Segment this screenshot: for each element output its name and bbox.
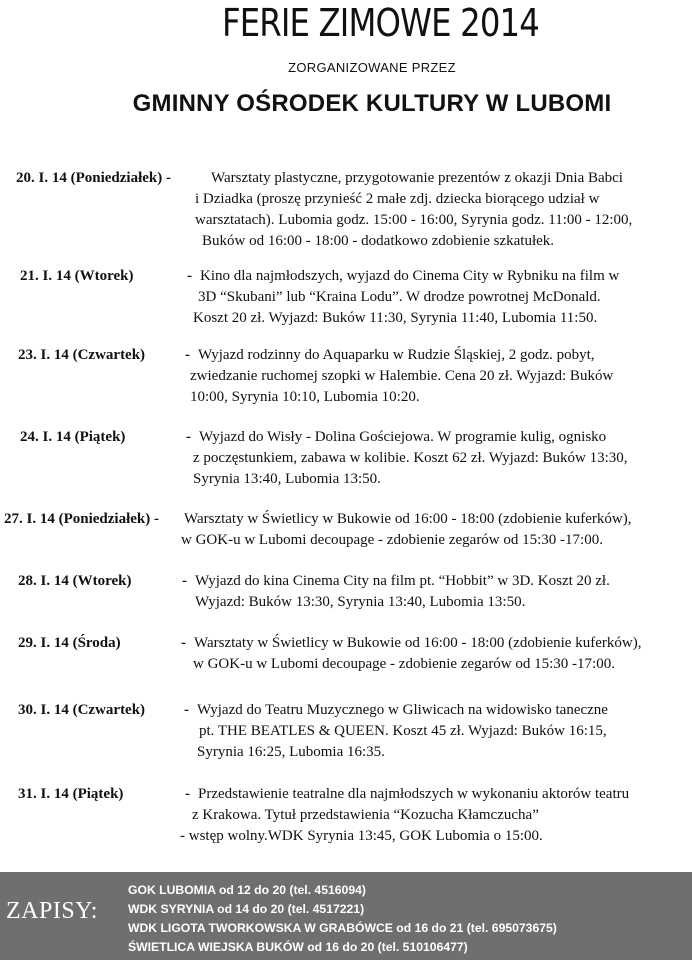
entry-line: Warsztaty w Świetlicy w Bukowie od 16:00 - 18:00 (zdobienie kuferków), <box>184 511 632 527</box>
entry-line: w GOK-u w Lubomi decoupage - zdobienie zegarów od 15:30 -17:00. <box>181 532 603 548</box>
entry-line: w GOK-u w Lubomi decoupage - zdobienie zegarów od 15:30 -17:00. <box>193 656 615 672</box>
registration-label: ZAPISY: <box>6 898 98 924</box>
entry-dash: - <box>185 786 190 802</box>
registration-location: WDK SYRYNIA od 14 do 20 (tel. 4517221) <box>128 902 365 916</box>
entry-line: Kino dla najmłodszych, wyjazd do Cinema City w Rybniku na film w <box>200 268 620 284</box>
entry-date: 29. I. 14 (Środa) <box>18 635 121 651</box>
poster-title <box>57 0 645 46</box>
registration-location: GOK LUBOMIA od 12 do 20 (tel. 4516094) <box>128 883 366 897</box>
entry-line: pt. THE BEATLES & QUEEN. Koszt 45 zł. Wyjazd: Buków 16:15, <box>199 723 607 739</box>
entry-line: - wstęp wolny.WDK Syrynia 13:45, GOK Lubomia o 15:00. <box>180 828 543 844</box>
entry-line: Wyjazd do Wisły - Dolina Gościejowa. W programie kulig, ognisko <box>199 429 607 445</box>
entry-line: Koszt 20 zł. Wyjazd: Buków 11:30, Syrynia 11:40, Lubomia 11:50. <box>193 310 598 326</box>
entry-line: Wyjazd do kina Cinema City na film pt. “Hobbit” w 3D. Koszt 20 zł. <box>195 573 610 589</box>
poster-title-text: FERIE ZIMOWE 2014 <box>221 1 539 45</box>
organizer-name <box>0 90 692 118</box>
entry-dash: - <box>185 347 190 363</box>
entry-dash: - <box>182 573 187 589</box>
entry-line: Wyjazd do Teatru Muzycznego w Gliwicach na widowisko taneczne <box>197 702 608 718</box>
entry-line: Buków od 16:00 - 18:00 - dodatkowo zdobienie szkatułek. <box>202 233 555 249</box>
registration-footer <box>0 872 692 960</box>
entry-date: 30. I. 14 (Czwartek) <box>18 702 146 718</box>
entry-dash: - <box>184 702 189 718</box>
entry-line: zwiedzanie ruchomej szopki w Halembie. Cena 20 zł. Wyjazd: Buków <box>190 368 614 384</box>
organized-by-label <box>0 60 692 75</box>
entry-date: 20. I. 14 (Poniedziałek) - <box>16 170 171 186</box>
entry-line: warsztatach). Lubomia godz. 15:00 - 16:00, Syrynia godz. 11:00 - 12:00, <box>195 212 633 228</box>
entry-dash: - <box>186 429 191 445</box>
entry-line: z Krakowa. Tytuł przedstawienia “Kozucha Kłamczucha” <box>192 807 539 823</box>
entry-date: 21. I. 14 (Wtorek) <box>20 268 134 284</box>
entry-line: 3D “Skubani” lub “Kraina Lodu”. W drodze powrotnej McDonald. <box>198 289 601 305</box>
organized-by-text: ZORGANIZOWANE PRZEZ <box>288 60 456 75</box>
entry-dash: - <box>181 635 186 651</box>
registration-location: WDK LIGOTA TWORKOWSKA W GRABÓWCE od 16 do 21 (tel. 695073675) <box>128 921 557 935</box>
entry-line: 10:00, Syrynia 10:10, Lubomia 10:20. <box>190 389 420 405</box>
entry-line: i Dziadka (proszę przynieść 2 małe zdj. dziecka biorącego udział w <box>195 191 600 207</box>
entry-line: Warsztaty plastyczne, przygotowanie prezentów z okazji Dnia Babci <box>211 170 623 186</box>
organizer-name-text: GMINNY OŚRODEK KULTURY W LUBOMI <box>132 90 612 117</box>
entry-line: Syrynia 16:25, Lubomia 16:35. <box>197 744 385 760</box>
entry-date: 27. I. 14 (Poniedziałek) - <box>4 511 159 527</box>
entry-date: 28. I. 14 (Wtorek) <box>18 573 132 589</box>
entry-line: z poczęstunkiem, zabawa w kolibie. Koszt 62 zł. Wyjazd: Buków 13:30, <box>193 450 628 466</box>
entry-line: Przedstawienie teatralne dla najmłodszych w wykonaniu aktorów teatru <box>198 786 630 802</box>
entry-line: Warsztaty w Świetlicy w Bukowie od 16:00 - 18:00 (zdobienie kuferków), <box>194 635 642 651</box>
entry-line: Syrynia 13:40, Lubomia 13:50. <box>193 471 381 487</box>
entry-dash: - <box>187 268 192 284</box>
entry-line: Wyjazd rodzinny do Aquaparku w Rudzie Śląskiej, 2 godz. pobyt, <box>198 347 595 363</box>
registration-location: ŚWIETLICA WIEJSKA BUKÓW od 16 do 20 (tel. 510106477) <box>128 940 468 954</box>
entry-date: 31. I. 14 (Piątek) <box>18 786 124 802</box>
entry-date: 24. I. 14 (Piątek) <box>20 429 126 445</box>
entry-line: Wyjazd: Buków 13:30, Syrynia 13:40, Lubomia 13:50. <box>195 594 526 610</box>
entry-date: 23. I. 14 (Czwartek) <box>18 347 146 363</box>
